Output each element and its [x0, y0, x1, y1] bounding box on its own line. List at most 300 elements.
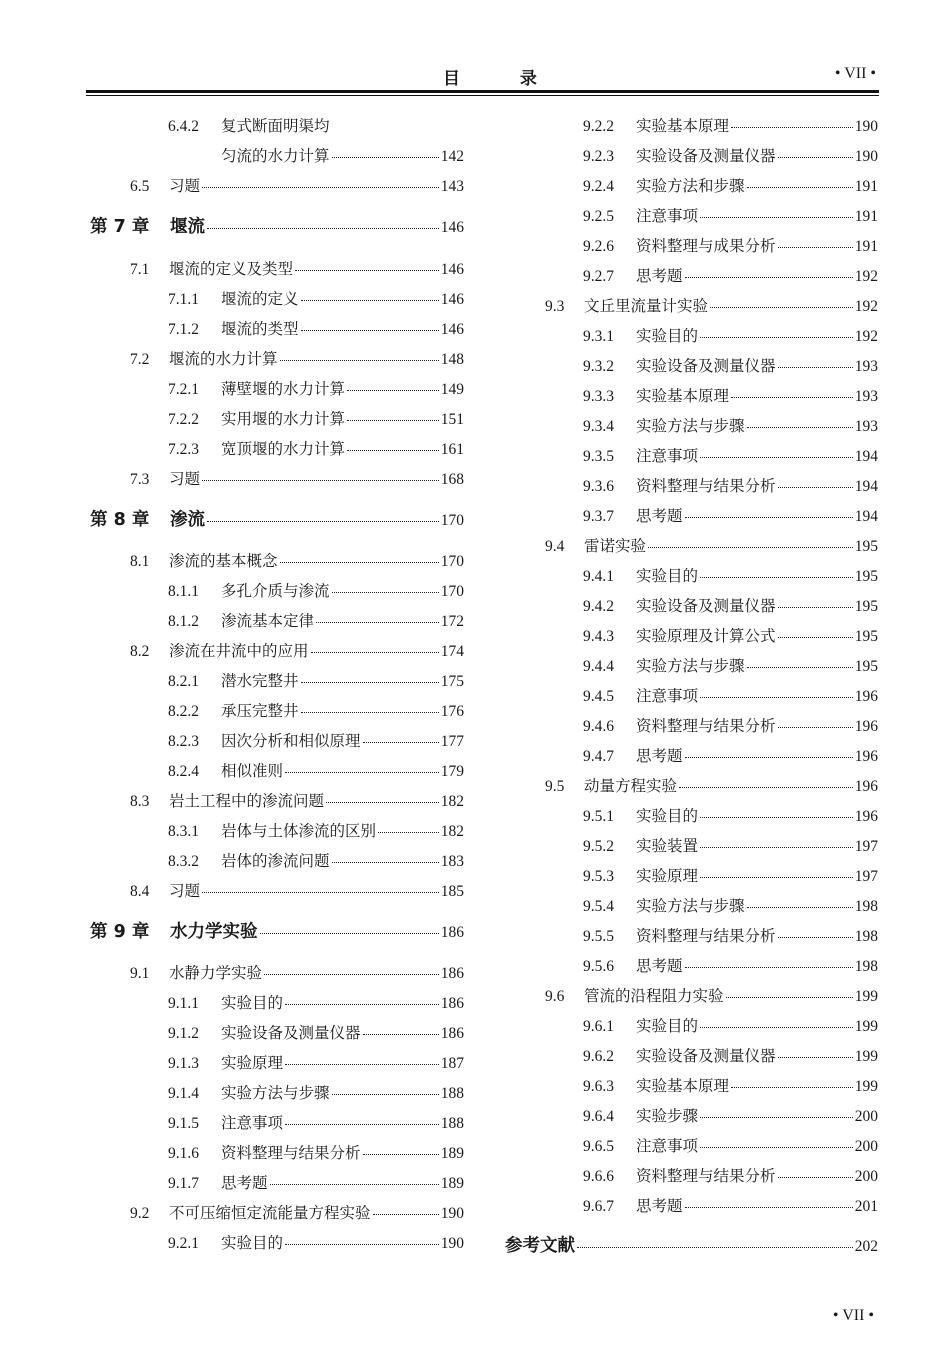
toc-entry-page: 196 [854, 778, 878, 795]
toc-subsection-entry[interactable] [583, 504, 878, 526]
toc-subsection-entry[interactable] [583, 714, 878, 736]
toc-leader-dots [285, 772, 439, 773]
toc-section-entry[interactable] [545, 534, 878, 556]
toc-leader-dots [347, 450, 439, 451]
toc-leader-dots [685, 967, 853, 968]
toc-entry-page: 193 [854, 388, 878, 405]
toc-entry-page: 182 [440, 793, 464, 810]
toc-entry-title: 堰流的水力计算 [169, 350, 278, 368]
toc-entry-title: 资料整理与结果分析 [221, 1144, 361, 1162]
toc-entry-title: 实验设备及测量仪器 [221, 1024, 361, 1042]
toc-entry-page: 170 [440, 512, 464, 529]
toc-subsection-entry[interactable] [168, 144, 464, 166]
toc-entry-number: 8.3.1 [168, 823, 199, 840]
toc-entry-page: 195 [854, 568, 878, 585]
toc-leader-dots [778, 937, 853, 938]
toc-section-entry[interactable] [130, 1201, 464, 1223]
toc-entry-page: 183 [440, 853, 464, 870]
toc-entry-page: 170 [440, 583, 464, 600]
toc-entry-page: 188 [440, 1115, 464, 1132]
toc-entry-title: 思考题 [221, 1174, 268, 1192]
toc-entry-title: 堰流的类型 [221, 320, 299, 338]
toc-entry-number: 9.1.7 [168, 1175, 199, 1192]
toc-leader-dots [373, 1214, 439, 1215]
toc-entry-page: 198 [854, 898, 878, 915]
toc-leader-dots [747, 907, 853, 908]
toc-leader-dots [685, 277, 853, 278]
toc-entry-title: 资料整理与成果分析 [636, 237, 776, 255]
toc-section-entry[interactable] [130, 789, 464, 811]
toc-section-entry[interactable] [545, 774, 878, 796]
toc-entry-title: 渗流基本定律 [221, 612, 315, 630]
toc-entry-page: 190 [440, 1205, 464, 1222]
toc-subsection-entry[interactable] [583, 114, 878, 136]
toc-entry-page: 146 [440, 291, 464, 308]
toc-entry-number: 8.2.4 [168, 763, 199, 780]
toc-entry-page: 191 [854, 238, 878, 255]
toc-entry-page: 200 [854, 1108, 878, 1125]
toc-subsection-entry[interactable] [583, 564, 878, 586]
toc-subsection-entry[interactable] [583, 684, 878, 706]
toc-entry-page: 190 [440, 1235, 464, 1252]
toc-leader-dots [778, 247, 853, 248]
toc-entry-title: 潜水完整井 [221, 672, 299, 690]
toc-subsection-entry[interactable] [168, 1051, 464, 1073]
toc-entry-number: 9.6.3 [583, 1078, 614, 1095]
toc-entry-title: 资料整理与结果分析 [636, 927, 776, 945]
toc-leader-dots [285, 1124, 439, 1125]
toc-leader-dots [700, 847, 853, 848]
toc-leader-dots [202, 892, 439, 893]
toc-subsection-entry[interactable] [583, 1194, 878, 1216]
toc-subsection-entry[interactable] [583, 954, 878, 976]
toc-section-entry[interactable] [130, 639, 464, 661]
toc-entry-page: 186 [440, 924, 464, 941]
toc-subsection-entry[interactable] [583, 1134, 878, 1156]
toc-subsection-entry[interactable] [583, 204, 878, 226]
toc-leader-dots [747, 187, 853, 188]
toc-entry-title: 管流的沿程阻力实验 [584, 987, 724, 1005]
toc-entry-title: 实验基本原理 [636, 117, 730, 135]
toc-entry-number: 9.5.4 [583, 898, 614, 915]
toc-subsection-entry[interactable] [168, 1081, 464, 1103]
toc-leader-dots [778, 1177, 853, 1178]
toc-entry-number: 9.6.5 [583, 1138, 614, 1155]
toc-entry-page: 199 [854, 1078, 878, 1095]
toc-entry-number: 9.6.2 [583, 1048, 614, 1065]
toc-leader-dots [326, 802, 439, 803]
toc-entry-title: 复式断面明渠均 [221, 117, 330, 135]
toc-section-entry[interactable] [545, 294, 878, 316]
toc-entry-title: 实验方法与步骤 [636, 657, 745, 675]
toc-entry-title: 资料整理与结果分析 [636, 477, 776, 495]
toc-entry-page: 186 [440, 965, 464, 982]
toc-entry-title: 实验设备及测量仪器 [636, 357, 776, 375]
toc-entry-number: 9.3.5 [583, 448, 614, 465]
toc-entry-number: 第 7 章 [90, 217, 150, 237]
toc-entry-page: 177 [440, 733, 464, 750]
toc-subsection-entry[interactable] [168, 1171, 464, 1193]
toc-entry-page: 193 [854, 358, 878, 375]
toc-entry-title: 习题 [169, 882, 201, 900]
toc-entry-number: 9.2.4 [583, 178, 614, 195]
toc-entry-page: 196 [854, 748, 878, 765]
toc-entry-number: 7.2.3 [168, 441, 199, 458]
toc-entry-number: 7.1.1 [168, 291, 199, 308]
toc-entry-number: 8.2.1 [168, 673, 199, 690]
toc-entry-title: 相似准则 [221, 762, 284, 780]
toc-leader-dots [726, 997, 853, 998]
toc-subsection-entry[interactable] [168, 1021, 464, 1043]
toc-entry-number: 9.4.3 [583, 628, 614, 645]
toc-entry-number: 9.1.4 [168, 1085, 199, 1102]
toc-entry-page: 189 [440, 1145, 464, 1162]
toc-subsection-entry[interactable] [168, 1111, 464, 1133]
toc-leader-dots [347, 390, 439, 391]
toc-entry-page: 149 [440, 381, 464, 398]
toc-subsection-entry[interactable] [168, 729, 464, 751]
toc-subsection-entry[interactable] [168, 437, 464, 459]
toc-leader-dots [685, 517, 853, 518]
toc-subsection-entry[interactable] [583, 264, 878, 286]
toc-leader-dots [301, 300, 439, 301]
toc-leader-dots [301, 682, 439, 683]
toc-entry-page: 197 [854, 868, 878, 885]
toc-entry-page: 192 [854, 298, 878, 315]
toc-entry-number: 7.2.1 [168, 381, 199, 398]
toc-chapter-entry[interactable] [90, 213, 464, 238]
toc-leader-dots [301, 330, 439, 331]
toc-entry-title: 实验方法与步骤 [221, 1084, 330, 1102]
toc-leader-dots [285, 1244, 439, 1245]
toc-subsection-entry[interactable] [583, 1164, 878, 1186]
toc-entry-number: 9.4.1 [583, 568, 614, 585]
toc-entry-title: 因次分析和相似原理 [221, 732, 361, 750]
toc-entry-number: 9.6 [545, 988, 565, 1005]
toc-leader-dots [700, 577, 853, 578]
toc-subsection-entry[interactable] [168, 1141, 464, 1163]
toc-section-entry[interactable] [130, 549, 464, 571]
toc-entry-number: 8.1.1 [168, 583, 199, 600]
toc-entry-number: 9.4.4 [583, 658, 614, 675]
toc-subsection-entry[interactable] [583, 474, 878, 496]
toc-entry-page: 196 [854, 718, 878, 735]
toc-entry-title: 实验目的 [221, 994, 284, 1012]
toc-entry-title: 实验方法和步骤 [636, 177, 745, 195]
toc-entry-title: 实验目的 [221, 1234, 284, 1252]
toc-leader-dots [202, 187, 439, 188]
toc-entry-title: 水静力学实验 [169, 964, 263, 982]
toc-leader-dots [285, 1004, 439, 1005]
toc-entry-number: 7.2 [130, 351, 150, 368]
toc-entry-title: 实验设备及测量仪器 [636, 147, 776, 165]
toc-entry-number: 9.4.5 [583, 688, 614, 705]
toc-entry-title: 承压完整井 [221, 702, 299, 720]
toc-subsection-entry[interactable] [583, 384, 878, 406]
toc-subsection-entry[interactable] [168, 579, 464, 601]
toc-entry-number: 9.5 [545, 778, 565, 795]
toc-subsection-entry[interactable] [168, 377, 464, 399]
toc-subsection-entry[interactable] [583, 1044, 878, 1066]
toc-entry-number: 8.2.2 [168, 703, 199, 720]
toc-leader-dots [285, 1064, 439, 1065]
toc-entry-title: 习题 [169, 470, 201, 488]
toc-subsection-entry[interactable] [583, 414, 878, 436]
toc-entry-title: 注意事项 [221, 1114, 284, 1132]
toc-entry-page: 182 [440, 823, 464, 840]
toc-subsection-entry[interactable] [583, 654, 878, 676]
toc-entry-title: 注意事项 [636, 447, 699, 465]
toc-leader-dots [363, 742, 439, 743]
toc-entry-number: 9.2.3 [583, 148, 614, 165]
toc-subsection-entry[interactable] [583, 1074, 878, 1096]
toc-subsection-entry[interactable] [168, 759, 464, 781]
toc-subsection-entry[interactable] [583, 924, 878, 946]
toc-subsection-entry[interactable] [583, 624, 878, 646]
toc-entry-number: 9.5.2 [583, 838, 614, 855]
toc-section-entry[interactable] [545, 984, 878, 1006]
toc-subsection-entry[interactable] [583, 804, 878, 826]
toc-entry-title: 实验方法与步骤 [636, 897, 745, 915]
toc-section-entry[interactable] [130, 961, 464, 983]
toc-entry-page: 190 [854, 118, 878, 135]
toc-entry-number: 9.2.5 [583, 208, 614, 225]
toc-leader-dots [207, 521, 439, 522]
toc-entry-number: 第 8 章 [90, 510, 150, 530]
toc-subsection-entry[interactable] [583, 834, 878, 856]
toc-leader-dots [747, 427, 853, 428]
toc-entry-page: 191 [854, 208, 878, 225]
toc-entry-number: 8.2.3 [168, 733, 199, 750]
toc-section-entry[interactable] [130, 467, 464, 489]
toc-entry-title: 思考题 [636, 747, 683, 765]
toc-subsection-entry[interactable] [168, 849, 464, 871]
toc-entry-title: 多孔介质与渗流 [221, 582, 330, 600]
toc-entry-page: 195 [854, 538, 878, 555]
toc-entry-page: 186 [440, 1025, 464, 1042]
toc-leader-dots [710, 307, 853, 308]
toc-entry-number: 9.5.1 [583, 808, 614, 825]
toc-entry-number: 9.2.6 [583, 238, 614, 255]
toc-entry-title: 渗流 [170, 510, 205, 530]
toc-entry-title: 水力学实验 [170, 922, 258, 942]
toc-subsection-entry[interactable] [168, 317, 464, 339]
toc-entry-number: 8.4 [130, 883, 150, 900]
toc-subsection-entry[interactable] [583, 1014, 878, 1036]
toc-entry-number: 9.1.5 [168, 1115, 199, 1132]
header-rule-thick [86, 90, 879, 93]
toc-entry-page: 197 [854, 838, 878, 855]
toc-entry-title: 实验设备及测量仪器 [636, 1047, 776, 1065]
header-rule-thin [86, 95, 879, 96]
toc-subsection-entry[interactable] [583, 894, 878, 916]
toc-leader-dots [685, 1207, 853, 1208]
toc-subsection-entry[interactable] [168, 1231, 464, 1253]
toc-entry-title: 实验原理及计算公式 [636, 627, 776, 645]
toc-entry-page: 191 [854, 178, 878, 195]
toc-subsection-entry[interactable] [583, 174, 878, 196]
toc-entry-number: 9.2.7 [583, 268, 614, 285]
toc-entry-page: 194 [854, 478, 878, 495]
toc-leader-dots [700, 337, 853, 338]
toc-entry-page: 172 [440, 613, 464, 630]
toc-leader-dots [700, 1117, 853, 1118]
toc-section-entry[interactable] [130, 347, 464, 369]
toc-entry-number: 9.1.6 [168, 1145, 199, 1162]
header-page-number: • VII • [834, 65, 876, 82]
toc-leader-dots [700, 217, 853, 218]
toc-entry-title: 不可压缩恒定流能量方程实验 [169, 1204, 371, 1222]
toc-leader-dots [778, 157, 853, 158]
toc-chapter-entry[interactable] [90, 918, 464, 943]
toc-subsection-entry[interactable] [168, 407, 464, 429]
toc-entry-title: 雷诺实验 [584, 537, 647, 555]
toc-leader-dots [202, 480, 439, 481]
toc-subsection-entry[interactable] [168, 699, 464, 721]
toc-entry-page: 148 [440, 351, 464, 368]
toc-leader-dots [332, 1094, 439, 1095]
toc-chapter-entry[interactable] [505, 1232, 878, 1257]
toc-leader-dots [332, 592, 439, 593]
toc-subsection-entry[interactable] [583, 444, 878, 466]
toc-entry-title: 习题 [169, 177, 201, 195]
toc-subsection-entry[interactable] [583, 594, 878, 616]
toc-entry-page: 199 [854, 988, 878, 1005]
toc-entry-title: 资料整理与结果分析 [636, 1167, 776, 1185]
toc-entry-title: 思考题 [636, 1197, 683, 1215]
toc-subsection-entry[interactable] [168, 819, 464, 841]
toc-leader-dots [685, 757, 853, 758]
toc-entry-title: 思考题 [636, 507, 683, 525]
toc-entry-number: 9.4.6 [583, 718, 614, 735]
toc-entry-title: 实验目的 [636, 327, 699, 345]
toc-entry-number: 9.3.6 [583, 478, 614, 495]
toc-entry-title: 实验目的 [636, 807, 699, 825]
toc-subsection-entry[interactable] [583, 354, 878, 376]
toc-leader-dots [378, 832, 439, 833]
page-header-title [443, 64, 537, 89]
toc-subsection-entry[interactable] [168, 991, 464, 1013]
toc-subsection-entry[interactable] [168, 669, 464, 691]
toc-leader-dots [700, 457, 853, 458]
toc-entry-title: 实验目的 [636, 567, 699, 585]
toc-section-entry[interactable] [130, 879, 464, 901]
toc-entry-page: 142 [440, 148, 464, 165]
toc-entry-page: 188 [440, 1085, 464, 1102]
toc-leader-dots [700, 1027, 853, 1028]
toc-entry-title: 堰流的定义及类型 [169, 260, 294, 278]
toc-section-entry[interactable] [130, 174, 464, 196]
toc-entry-title: 思考题 [636, 267, 683, 285]
toc-entry-page: 200 [854, 1138, 878, 1155]
toc-leader-dots [260, 933, 439, 934]
toc-subsection-entry[interactable] [583, 144, 878, 166]
toc-leader-dots [332, 157, 439, 158]
toc-entry-page: 195 [854, 628, 878, 645]
toc-leader-dots [280, 562, 439, 563]
toc-subsection-entry[interactable] [583, 864, 878, 886]
toc-leader-dots [316, 622, 439, 623]
toc-entry-page: 200 [854, 1168, 878, 1185]
footer-page-number: • VII • [832, 1307, 874, 1324]
toc-entry-title: 实验设备及测量仪器 [636, 597, 776, 615]
toc-entry-title: 岩体的渗流问题 [221, 852, 330, 870]
toc-entry-number: 9.1.2 [168, 1025, 199, 1042]
toc-entry-number: 9.2 [130, 1205, 150, 1222]
toc-subsection-entry[interactable] [583, 234, 878, 256]
toc-leader-dots [778, 607, 853, 608]
toc-entry-title: 实验基本原理 [636, 387, 730, 405]
toc-entry-page: 202 [854, 1238, 878, 1255]
toc-entry-page: 196 [854, 808, 878, 825]
toc-leader-dots [778, 487, 853, 488]
toc-entry-number: 8.3 [130, 793, 150, 810]
toc-subsection-entry[interactable] [168, 287, 464, 309]
toc-entry-number: 9.3.2 [583, 358, 614, 375]
toc-entry-page: 192 [854, 268, 878, 285]
toc-entry-page: 146 [440, 321, 464, 338]
toc-entry-number: 9.5.6 [583, 958, 614, 975]
toc-entry-title: 渗流在井流中的应用 [169, 642, 309, 660]
toc-entry-title: 堰流 [170, 217, 205, 237]
toc-entry-number: 9.3 [545, 298, 565, 315]
toc-entry-number: 9.4.2 [583, 598, 614, 615]
toc-leader-dots [778, 1057, 853, 1058]
toc-leader-dots [207, 228, 439, 229]
toc-entry-page: 195 [854, 658, 878, 675]
toc-subsection-entry[interactable] [168, 114, 464, 136]
toc-entry-title: 堰流的定义 [221, 290, 299, 308]
toc-entry-page: 174 [440, 643, 464, 660]
toc-subsection-entry[interactable] [168, 609, 464, 631]
toc-entry-page: 175 [440, 673, 464, 690]
toc-entry-number: 7.1 [130, 261, 150, 278]
toc-subsection-entry[interactable] [583, 1104, 878, 1126]
toc-section-entry[interactable] [130, 257, 464, 279]
toc-leader-dots [731, 1087, 853, 1088]
toc-entry-title: 宽顶堰的水力计算 [221, 440, 346, 458]
toc-leader-dots [280, 360, 439, 361]
toc-leader-dots [363, 1034, 439, 1035]
toc-subsection-entry[interactable] [583, 324, 878, 346]
toc-entry-page: 198 [854, 958, 878, 975]
toc-entry-number: 9.1 [130, 965, 150, 982]
toc-entry-title: 注意事项 [636, 207, 699, 225]
toc-entry-page: 189 [440, 1175, 464, 1192]
toc-entry-page: 194 [854, 508, 878, 525]
toc-leader-dots [332, 862, 439, 863]
toc-chapter-entry[interactable] [90, 506, 464, 531]
toc-entry-page: 179 [440, 763, 464, 780]
toc-leader-dots [700, 877, 853, 878]
toc-leader-dots [700, 697, 853, 698]
toc-entry-number: 8.1 [130, 553, 150, 570]
toc-entry-page: 198 [854, 928, 878, 945]
toc-leader-dots [778, 727, 853, 728]
toc-entry-title: 实验方法与步骤 [636, 417, 745, 435]
toc-entry-page: 186 [440, 995, 464, 1012]
toc-entry-number: 7.2.2 [168, 411, 199, 428]
toc-entry-number: 9.5.5 [583, 928, 614, 945]
toc-entry-page: 161 [440, 441, 464, 458]
toc-entry-number: 9.3.4 [583, 418, 614, 435]
toc-subsection-entry[interactable] [583, 744, 878, 766]
toc-entry-number: 9.2.1 [168, 1235, 199, 1252]
toc-entry-title: 实用堰的水力计算 [221, 410, 346, 428]
toc-entry-title: 实验步骤 [636, 1107, 699, 1125]
toc-entry-number: 9.2.2 [583, 118, 614, 135]
toc-leader-dots [295, 270, 439, 271]
